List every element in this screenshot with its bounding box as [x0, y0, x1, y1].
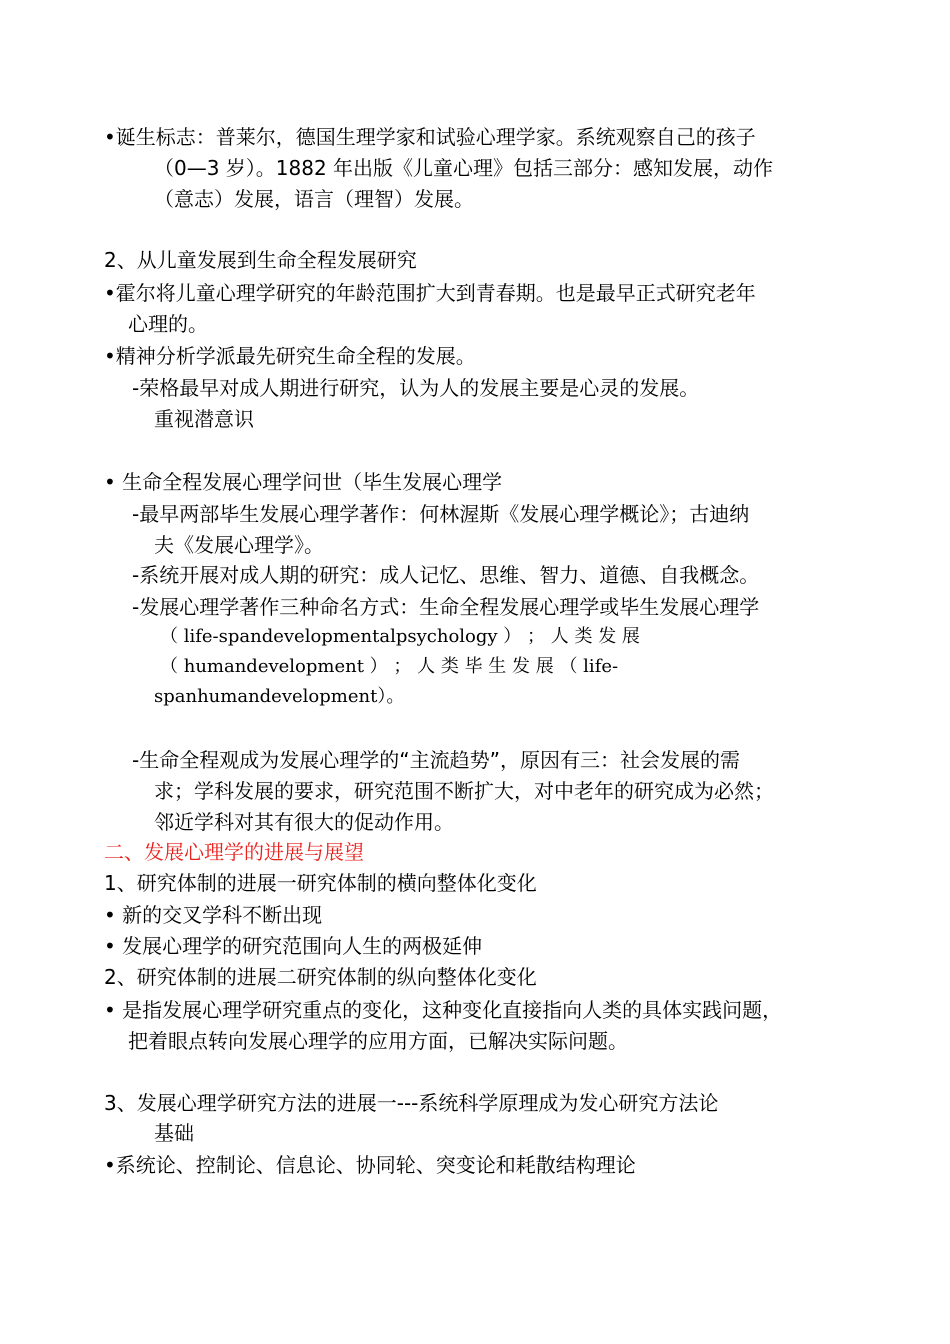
text-line: 夫《发展心理学》。: [154, 533, 324, 557]
text-line: • 发展心理学的研究范围向人生的两极延伸: [104, 934, 483, 958]
text-line: 重视潜意识: [154, 407, 254, 431]
text-line: -生命全程观成为发展心理学的“主流趋势”，原因有三：社会发展的需: [132, 748, 740, 772]
text-line: • 新的交叉学科不断出现: [104, 903, 323, 927]
text-line: spanhumandevelopment）。: [154, 686, 405, 707]
text-line: （0—3 岁）。1882 年出版《儿童心理》包括三部分：感知发展，动作: [154, 156, 774, 180]
text-line: （ life-spandevelopmentalpsychology ） ； 人 类 发 展: [160, 626, 640, 647]
text-line: -系统开展对成人期的研究：成人记忆、思维、智力、道德、自我概念。: [132, 563, 760, 587]
text-line: • 是指发展心理学研究重点的变化，这种变化直接指向人类的具体实践问题，: [104, 998, 783, 1022]
text-line: •系统论、控制论、信息论、协同轮、突变论和耗散结构理论: [104, 1153, 636, 1177]
text-line: •诞生标志：普莱尔，德国生理学家和试验心理学家。系统观察自己的孩子: [104, 125, 756, 149]
text-line: • 生命全程发展心理学问世（毕生发展心理学: [104, 470, 503, 494]
chapter-heading: 二、发展心理学的进展与展望: [104, 840, 364, 864]
text-line: 基础: [154, 1121, 194, 1145]
text-line: -最早两部毕生发展心理学著作：何林渥斯《发展心理学概论》；古迪纳: [132, 502, 750, 526]
section-heading: 2、研究体制的进展二研究体制的纵向整体化变化: [104, 965, 537, 989]
text-line: 把着眼点转向发展心理学的应用方面，已解决实际问题。: [128, 1029, 628, 1053]
section-heading: 1、研究体制的进展一研究体制的横向整体化变化: [104, 871, 537, 895]
text-line: 邻近学科对其有很大的促动作用。: [154, 810, 454, 834]
text-line: （ humandevelopment ） ； 人 类 毕 生 发 展 （ life-: [160, 656, 619, 677]
text-line: -发展心理学著作三种命名方式：生命全程发展心理学或毕生发展心理学: [132, 595, 760, 619]
text-line: （意志）发展，语言（理智）发展。: [154, 187, 474, 211]
text-line: •霍尔将儿童心理学研究的年龄范围扩大到青春期。也是最早正式研究老年: [104, 281, 756, 305]
text-line: -荣格最早对成人期进行研究，认为人的发展主要是心灵的发展。: [132, 376, 700, 400]
text-line: 心理的。: [128, 312, 208, 336]
section-heading: 2、从儿童发展到生命全程发展研究: [104, 248, 417, 272]
section-heading: 3、发展心理学研究方法的进展一---系统科学原理成为发心研究方法论: [104, 1091, 719, 1115]
text-line: 求；学科发展的要求，研究范围不断扩大，对中老年的研究成为必然；: [154, 779, 774, 803]
text-line: •精神分析学派最先研究生命全程的发展。: [104, 344, 476, 368]
